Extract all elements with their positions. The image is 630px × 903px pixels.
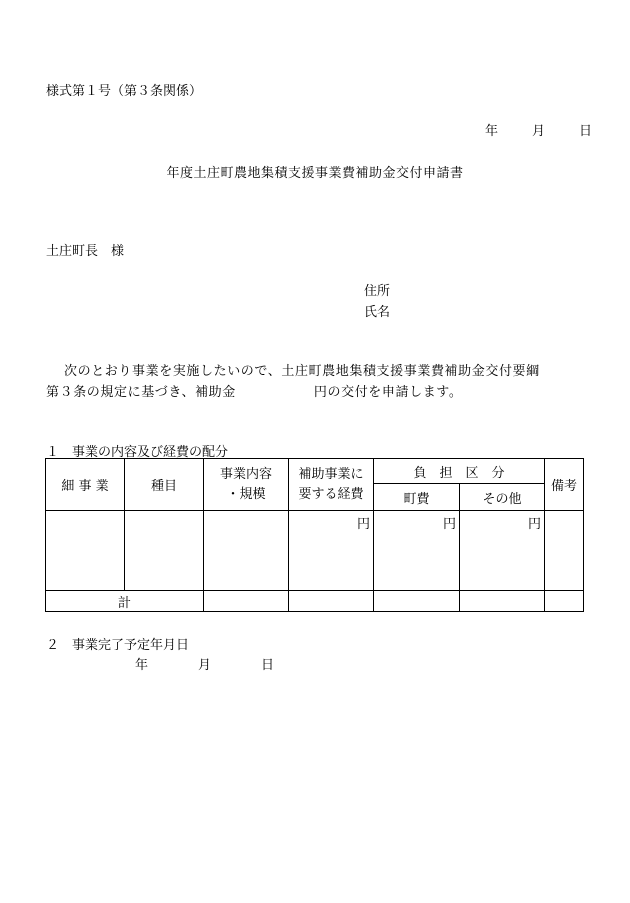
content-cell[interactable]	[204, 511, 289, 591]
body-text-before-amount: 第３条の規定に基づき、補助金	[46, 385, 236, 400]
completion-date	[135, 654, 274, 673]
header-category: 種目	[125, 459, 204, 511]
table-row	[46, 511, 584, 591]
completion-year-label: 年	[135, 658, 149, 673]
total-content-cell	[204, 591, 289, 612]
addressee: 土庄町長 様	[46, 244, 125, 259]
completion-month-label: 月	[198, 658, 212, 673]
header-cost-line-1: 補助事業に	[298, 466, 364, 482]
body-text-line-1: 次のとおり事業を実施したいので、土庄町農地集積支援事業費補助金交付要綱	[64, 364, 540, 379]
other-cell[interactable]: 円	[460, 511, 545, 591]
header-sub-project: 細 事 業	[46, 459, 125, 511]
completion-day-label: 日	[261, 658, 275, 673]
total-row	[46, 591, 584, 612]
total-remarks-cell	[545, 591, 584, 612]
name-label: 氏名	[364, 305, 391, 320]
town-expense-cell[interactable]: 円	[374, 511, 460, 591]
header-other: その他	[460, 484, 545, 511]
date-day-label: 日	[578, 124, 592, 139]
total-label: 計	[46, 591, 204, 612]
header-remarks: 備考	[545, 459, 584, 511]
application-date	[485, 120, 592, 139]
header-content	[204, 459, 289, 511]
section-1-heading: １ 事業の内容及び経費の配分	[46, 445, 229, 460]
total-cost-cell[interactable]	[289, 591, 374, 612]
header-cost-line-2: 要する経費	[298, 486, 364, 502]
date-month-label: 月	[531, 124, 545, 139]
sub-project-cell[interactable]	[46, 511, 125, 591]
header-content-line-2: ・規模	[226, 486, 266, 502]
header-burden: 負 担 区 分	[374, 459, 545, 484]
total-other-cell[interactable]	[460, 591, 545, 612]
remarks-cell[interactable]	[545, 511, 584, 591]
document-title: 年度土庄町農地集積支援事業費補助金交付申請書	[166, 166, 464, 181]
body-text-line-2	[46, 381, 462, 400]
cost-cell[interactable]: 円	[289, 511, 374, 591]
body-text-after-amount: 円の交付を申請します。	[313, 385, 463, 400]
section-2-heading: ２ 事業完了予定年月日	[46, 638, 190, 653]
total-town-expense-cell[interactable]	[374, 591, 460, 612]
expense-table	[45, 458, 584, 612]
header-content-line-1: 事業内容	[219, 466, 272, 482]
date-year-label: 年	[484, 124, 498, 139]
address-label: 住所	[364, 284, 391, 299]
header-cost	[289, 459, 374, 511]
form-number: 様式第１号（第３条関係）	[46, 84, 203, 99]
header-town-expense: 町費	[374, 484, 460, 511]
category-cell[interactable]	[125, 511, 204, 591]
